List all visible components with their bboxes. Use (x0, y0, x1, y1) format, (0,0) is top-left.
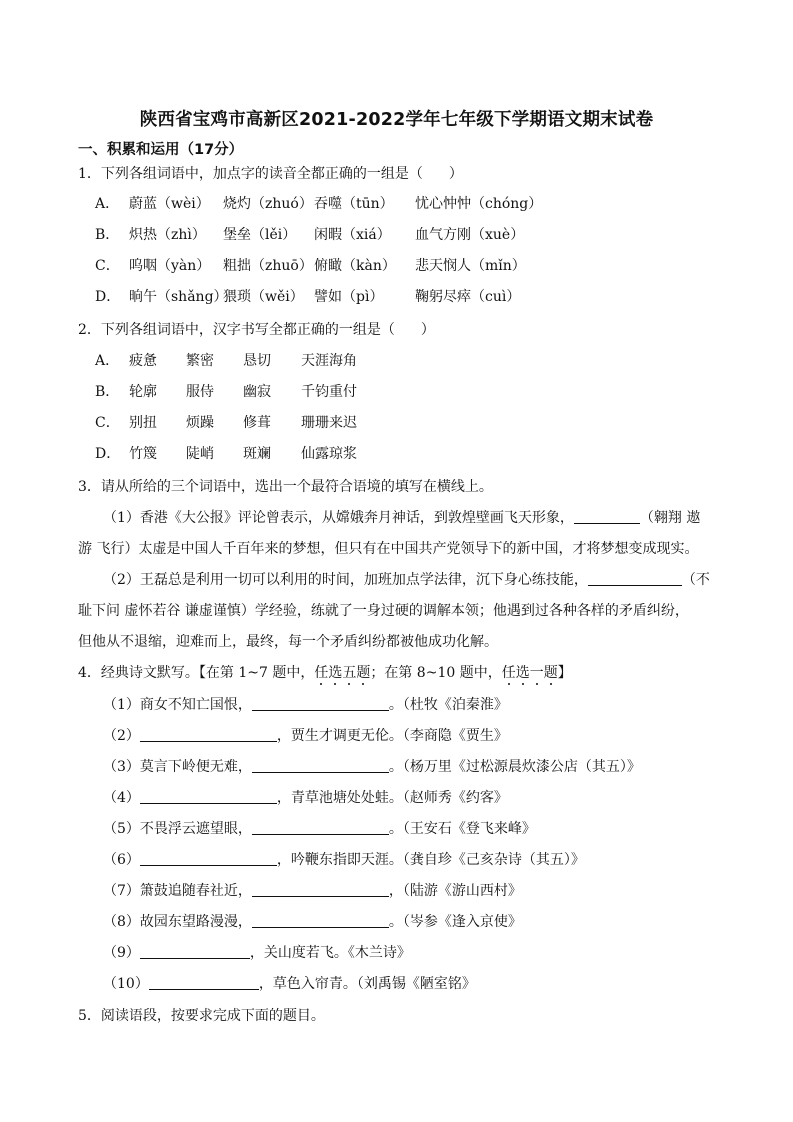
option-word: 修葺 (243, 415, 271, 431)
q4-item-9 (103, 943, 411, 963)
option-word: 恳切 (243, 353, 271, 369)
q3-part1-text: （1）香港《大公报》评论曾表示，从嫦娥奔月神话，到敦煌壁画飞天形象， (103, 510, 574, 526)
option-label: C． (95, 415, 120, 431)
option-word: 堡垒（lěi） (223, 227, 297, 243)
q4-stem-text: 4．经典诗文默写。【在第 1~7 题中， (78, 665, 315, 681)
item-text: （7）箫鼓追随春社近， (103, 883, 252, 899)
option-word: 斑斓 (243, 446, 271, 462)
q1-option-a (95, 194, 542, 214)
q4-item-10 (103, 974, 476, 994)
option-word: 别扭 (129, 415, 157, 431)
answer-blank[interactable] (252, 819, 389, 835)
q4-item-6 (103, 850, 585, 870)
option-label: A． (95, 196, 120, 212)
q4-item-5 (103, 819, 536, 839)
answer-blank[interactable] (149, 974, 259, 990)
option-word: 闲暇（xiá） (314, 227, 391, 243)
q1-stem-text: 1．下列各组词语中，加点字的读音全都正确的一组是（ (78, 166, 423, 182)
q4-emphasis-1: 任选五题 (314, 665, 371, 681)
item-text: （4） (103, 790, 140, 806)
q4-item-2 (103, 726, 508, 746)
q3-part1-choices: （翱翔 遨 (639, 510, 701, 526)
option-word: 晌午（shǎng） (129, 289, 228, 305)
option-label: D． (95, 289, 121, 305)
answer-blank[interactable] (252, 881, 389, 897)
item-text: （10） (103, 976, 149, 992)
q3-part2-choices: （不 (681, 572, 710, 588)
item-text: （9） (103, 945, 140, 961)
q2-option-b (95, 382, 357, 402)
option-word: 粗拙（zhuō） (223, 258, 313, 274)
item-text: （5）不畏浮云遮望眼， (103, 821, 252, 837)
option-word: 猥琐（wěi） (223, 289, 304, 305)
item-text: ，青草池塘处处蛙。（赵师秀《约客》 (276, 790, 508, 806)
item-text: ，关山度若飞。《木兰诗》 (249, 945, 411, 961)
q3-part2-line2: 耻下问 虚怀若谷 谦虚谨慎）学经验，练就了一身过硬的调解本领；他遇到过各种各样的矛盾纠纷， (78, 603, 689, 619)
q4-item-8 (103, 912, 522, 932)
option-word: 悲天悯人（mǐn） (415, 258, 526, 274)
q4-stem-text: ；在第 8~10 题中， (370, 665, 502, 681)
option-word: 珊珊来迟 (301, 415, 357, 431)
item-text: （1）商女不知亡国恨， (103, 697, 252, 713)
q1-option-d (95, 287, 520, 307)
item-text: 。（杨万里《过松源晨炊漆公店（其五）》 (388, 759, 641, 775)
q4-item-3 (103, 757, 641, 777)
option-label: A． (95, 353, 120, 369)
q2-stem-close: ） (420, 322, 435, 338)
q4-stem (78, 663, 572, 683)
q3-answer-blank-1[interactable] (574, 508, 640, 524)
q4-item-1 (103, 695, 508, 715)
option-word: 俯瞰（kàn） (314, 258, 396, 274)
q1-stem-close: ） (448, 166, 463, 182)
q3-answer-blank-2[interactable] (588, 570, 682, 586)
option-word: 譬如（pì） (314, 289, 384, 305)
answer-blank[interactable] (140, 943, 250, 959)
item-text: 。（岑参《逢入京使》 (388, 914, 522, 930)
option-word: 烧灼（zhuó） (223, 196, 313, 212)
item-text: ，（陆游《游山西村》 (388, 883, 522, 899)
q4-item-4 (103, 788, 508, 808)
q2-option-a (95, 351, 357, 371)
option-word: 鞠躬尽瘁（cuì） (415, 289, 521, 305)
q2-option-d (95, 444, 357, 464)
item-text: （8）故园东望路漫漫， (103, 914, 252, 930)
q1-option-c (95, 256, 526, 276)
q3-part2-text: （2）王磊总是利用一切可以利用的时间，加班加点学法律，沉下身心练技能， (103, 572, 588, 588)
q3-part2-line3: 但他从不退缩，迎难而上，最终，每一个矛盾纠纷都被他成功化解。 (78, 634, 498, 650)
answer-blank[interactable] (140, 850, 277, 866)
q5-stem: 5．阅读语段，按要求完成下面的题目。 (78, 1008, 325, 1024)
option-word: 幽寂 (243, 384, 271, 400)
option-label: B． (95, 227, 120, 243)
item-text: （6） (103, 852, 140, 868)
option-word: 血气方刚（xuè） (415, 227, 525, 243)
option-word: 炽热（zhì） (129, 227, 206, 243)
option-word: 烦躁 (186, 415, 214, 431)
option-word: 繁密 (186, 353, 214, 369)
q3-part1-line1 (103, 508, 700, 528)
item-text: ，贾生才调更无伦。（李商隐《贾生》 (276, 728, 508, 744)
option-word: 呜咽（yàn） (129, 258, 211, 274)
q4-stem-text: 】 (557, 665, 572, 681)
q2-option-c (95, 413, 357, 433)
q2-stem (78, 320, 435, 340)
option-label: C． (95, 258, 120, 274)
exam-title: 陕西省宝鸡市高新区2021-2022学年七年级下学期语文期末试卷 (139, 110, 654, 130)
item-text: 。（杜牧《泊秦淮》 (388, 697, 508, 713)
option-word: 蔚蓝（wèi） (129, 196, 210, 212)
item-text: 。（王安石《登飞来峰》 (388, 821, 536, 837)
option-word: 服侍 (186, 384, 214, 400)
item-text: ，草色入帘青。（刘禹锡《陋室铭》 (258, 976, 476, 992)
option-word: 轮廓 (129, 384, 157, 400)
q4-item-7 (103, 881, 522, 901)
answer-blank[interactable] (252, 912, 389, 928)
answer-blank[interactable] (140, 788, 277, 804)
option-label: D． (95, 446, 121, 462)
item-text: （2） (103, 728, 140, 744)
item-text: ，吟鞭东指即天涯。（龚自珍《己亥杂诗（其五）》 (276, 852, 585, 868)
option-word: 疲惫 (129, 353, 157, 369)
q4-emphasis-2: 任选一题 (501, 665, 558, 681)
option-label: B． (95, 384, 120, 400)
item-text: （3）莫言下岭便无难， (103, 759, 252, 775)
answer-blank[interactable] (252, 757, 389, 773)
option-word: 吞噬（tūn） (314, 196, 394, 212)
q1-option-b (95, 225, 524, 245)
answer-blank[interactable] (140, 726, 277, 742)
option-word: 天涯海角 (301, 353, 357, 369)
option-word: 陡峭 (186, 446, 214, 462)
option-word: 忧心忡忡（chóng） (415, 196, 543, 212)
section-heading: 一、积累和运用（17分） (78, 142, 244, 158)
q2-stem-text: 2．下列各组词语中，汉字书写全都正确的一组是（ (78, 322, 395, 338)
q3-part2-line1 (103, 570, 710, 590)
answer-blank[interactable] (252, 695, 389, 711)
option-word: 竹篾 (129, 446, 157, 462)
q3-part1-line2: 游 飞行）太虚是中国人千百年来的梦想，但只有在中国共产党领导下的新中国，才将梦想变成现实。 (78, 541, 699, 557)
q1-stem (78, 164, 463, 184)
option-word: 仙露琼浆 (301, 446, 357, 462)
option-word: 千钧重付 (301, 384, 357, 400)
q3-stem: 3．请从所给的三个词语中，选出一个最符合语境的填写在横线上。 (78, 479, 493, 495)
